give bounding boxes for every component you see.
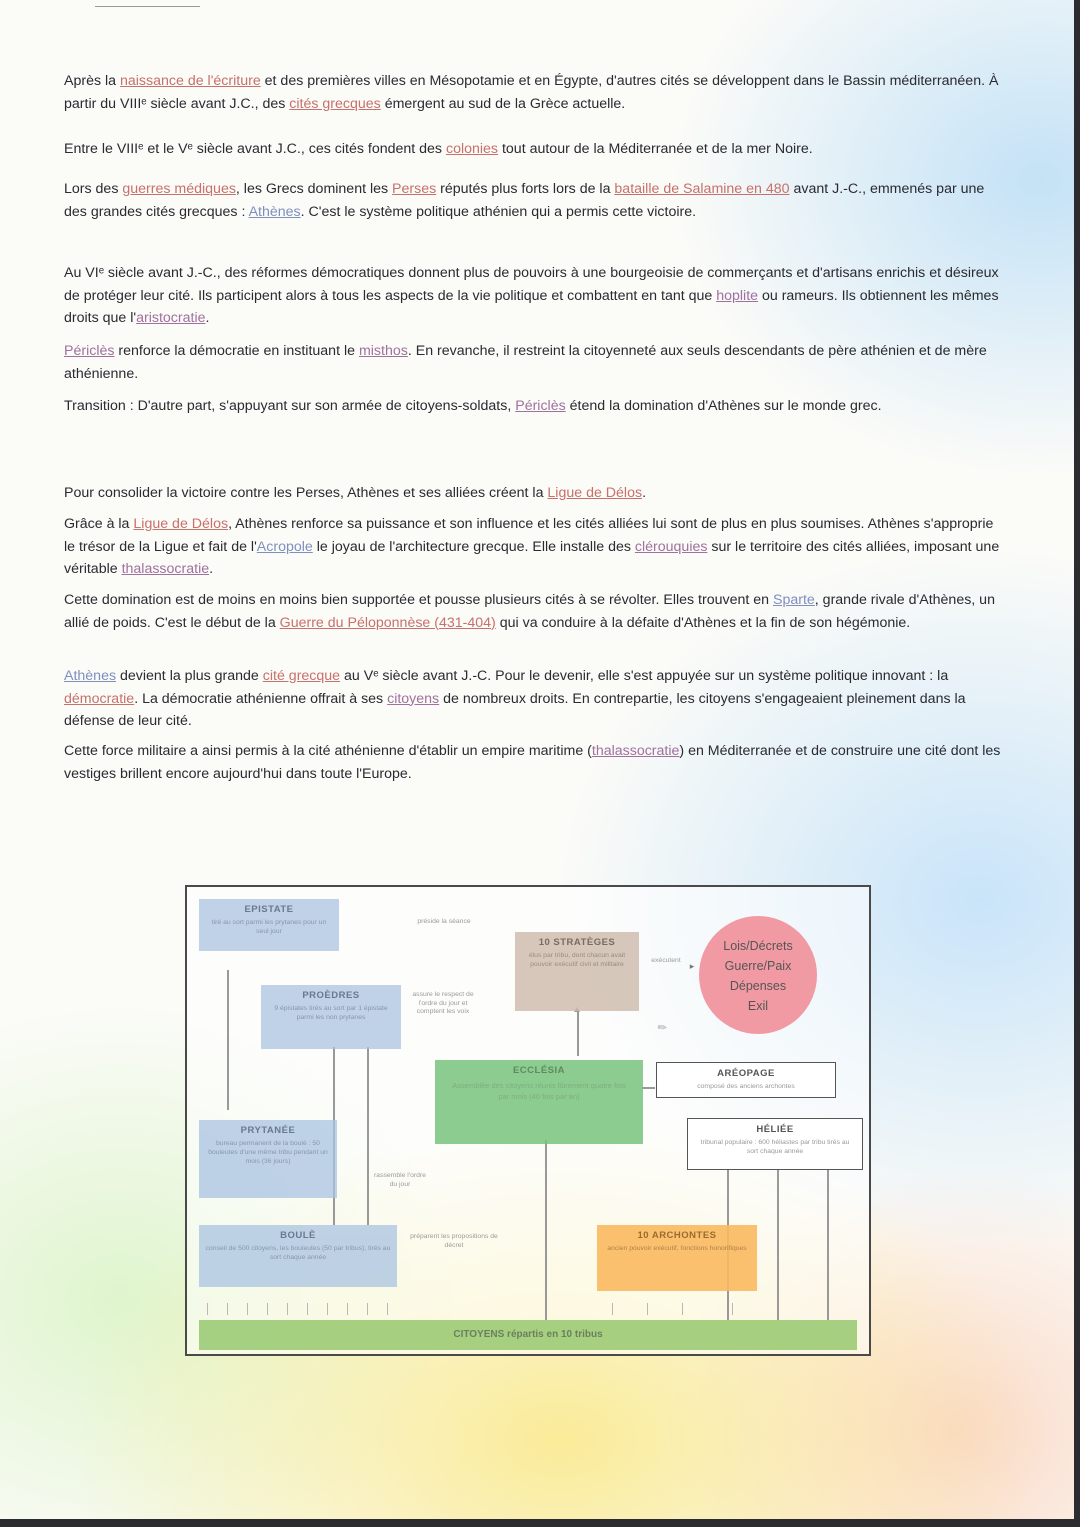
connector-line [642, 1087, 655, 1089]
paragraph-text: le joyau de l'architecture grecque. Elle installe des [312, 538, 635, 555]
paragraph-text: qui va conduire à la défaite d'Athènes et la fin de son hégémonie. [495, 614, 911, 631]
prytanee-box [199, 1120, 337, 1198]
term-link[interactable]: misthos [358, 343, 408, 359]
paragraph-text: . [642, 485, 647, 501]
paragraph-text: Au VIᵉ siècle avant J.-C., des réformes démocratiques donnent plus de pouvoirs à une bourgeoisie de commerçants et d'artisans enrichis et désireux de protéger leur cité. Ils participent alors à tous les aspects de la vie politique et combattent en tant que [64, 265, 999, 304]
paragraph-text: Cette domination est de moins en moins bien supportée et pousse plusieurs cités à se révolter. Elles trouvent en [64, 592, 773, 608]
term-link[interactable]: cité grecque [262, 668, 341, 684]
arrow-tick [227, 1303, 228, 1315]
epistate-desc: tiré au sort parmi les prytanes pour un seul jour [211, 919, 327, 935]
paragraph-pericles [64, 340, 1004, 385]
paragraph-text: . En revanche, il restreint la citoyenneté aux seuls descendants de père athénien et de mère athénienne. [64, 343, 987, 382]
connector-line [367, 1047, 369, 1225]
arrow-tick [207, 1303, 208, 1315]
paragraph-transition [64, 395, 1004, 418]
term-link[interactable]: thalassocratie [121, 561, 210, 578]
term-link[interactable]: thalassocratie [591, 743, 680, 759]
prytanee-title: PRYTANÉE [240, 1125, 296, 1136]
term-link[interactable]: Athènes [248, 203, 301, 220]
note-executent: exécutent [651, 957, 681, 964]
term-link[interactable]: clérouquies [634, 538, 708, 555]
arrow-tick [732, 1303, 733, 1315]
power-expenses: Dépenses [729, 979, 787, 993]
term-link[interactable]: colonies [445, 141, 499, 157]
paragraph-reforms [64, 262, 1004, 330]
term-link[interactable]: Ligue de Délos [547, 485, 643, 501]
term-link[interactable]: guerres médiques [122, 181, 236, 197]
arrow-tick [307, 1303, 308, 1315]
paragraph-text: . C'est le système politique athénien qui a permis cette victoire. [300, 203, 697, 220]
connector-line [545, 1140, 547, 1320]
arrow-tick [367, 1303, 368, 1315]
term-link[interactable]: hoplite [716, 287, 759, 304]
note-preside: préside la séance [417, 918, 471, 925]
heliee-title: HÉLIÉE [756, 1124, 794, 1135]
archontes-box [597, 1225, 757, 1291]
arrow-tick [287, 1303, 288, 1315]
paragraph-text: émergent au sud de la Grèce actuelle. [380, 95, 626, 112]
term-link[interactable]: Sparte [772, 592, 815, 608]
boule-desc: conseil de 500 citoyens, les bouleutes (50 par tribus), tirés au sort chaque année [205, 1245, 391, 1261]
paragraph-colonies [64, 138, 1004, 161]
paragraph-writing-cities [64, 70, 1004, 115]
arrow-tick [682, 1303, 683, 1315]
paragraph-text: ou rameurs. Ils obtiennent les mêmes droits que l' [64, 287, 999, 327]
paragraph-delos-league [64, 482, 1004, 505]
paragraph-text: ) en Méditerranée et de construire une cité dont les vestiges brillent encore aujourd'hui dans toute l'Europe. [64, 743, 1001, 782]
epistate-title: EPISTATE [244, 904, 294, 915]
proedres-title: PROÈDRES [302, 990, 360, 1001]
arrow-tick [612, 1303, 613, 1315]
paragraph-text: et des premières villes en Mésopotamie et en Égypte, d'autres cités se développent dans le Bassin méditerranéen. À partir du VIIIᵉ siècle avant J.C., des [64, 73, 999, 112]
term-link[interactable]: Périclès [64, 343, 115, 359]
arrow-right-icon: ▸ [689, 961, 695, 971]
athenian-democracy-diagram [185, 885, 871, 1356]
archontes-title: 10 ARCHONTES [637, 1230, 717, 1241]
paragraph-text: Entre le VIIIᵉ et le Vᵉ siècle avant J.C., ces cités fondent des [64, 141, 446, 157]
paragraph-text: avant J.-C., emmenés par une des grandes cités grecques : [64, 181, 985, 220]
term-link[interactable]: Guerre du Péloponnèse (431-404) [279, 614, 496, 631]
paragraph-text: de nombreux droits. En contrepartie, les citoyens s'engageaient pleinement dans la défense de leur cité. [64, 690, 966, 730]
areopage-title: ARÉOPAGE [717, 1068, 775, 1079]
arrow-tick [247, 1303, 248, 1315]
paragraph-text: devient la plus grande [116, 668, 263, 684]
paragraph-thalassocracy [64, 740, 1004, 785]
ecclesia-box [435, 1060, 643, 1144]
top-rule [95, 6, 200, 7]
paragraph-text: Après la [64, 73, 120, 89]
paragraph-text: sur le territoire des cités alliées, imposant une véritable [64, 538, 1000, 578]
pencil-arrow-icon: ✎ [655, 1020, 671, 1036]
note-assure: assure le respect de l'ordre du jour et comptent les voix [412, 991, 474, 1015]
ecclesia-desc: Assemblée des citoyens réunis librement quatre fois par mois (40 fois par an) [452, 1081, 626, 1101]
connector-line [577, 1011, 579, 1056]
arrow-tick [647, 1303, 648, 1315]
note-rassemble: rassemble l'ordre du jour [374, 1172, 426, 1188]
strateges-desc: élus par tribu, dont chacun avait pouvoir exécutif civil et militaire [528, 952, 626, 968]
heliee-desc: tribunal populaire : 600 héliastes par tribu tirés au sort chaque année [700, 1139, 850, 1155]
term-link[interactable]: bataille de Salamine en 480 [614, 181, 790, 197]
arrow-tick [267, 1303, 268, 1315]
heliee-box [687, 1118, 863, 1170]
paragraph-text: Lors des [64, 181, 123, 197]
citizens-bar: CITOYENS répartis en 10 tribus [199, 1320, 857, 1350]
prytanee-desc: bureau permanent de la boulè : 50 bouleutes d'une même tribu pendant un mois (36 jours) [208, 1140, 328, 1165]
paragraph-text: . La démocratie athénienne offrait à ses [134, 690, 388, 707]
arrow-tick [327, 1303, 328, 1315]
paragraph-text: Transition : D'autre part, s'appuyant sur son armée de citoyens-soldats, [64, 398, 516, 414]
proedres-box [261, 985, 401, 1049]
strateges-title: 10 STRATÈGES [538, 937, 616, 948]
paragraph-text: tout autour de la Méditerranée et de la mer Noire. [498, 141, 813, 157]
term-link[interactable]: Ligue de Délos [133, 516, 229, 532]
paragraph-text: renforce la démocratie en instituant le [114, 343, 359, 359]
power-exile: Exil [747, 999, 769, 1013]
paragraph-median-wars [64, 178, 1004, 223]
paragraph-text: Grâce à la [64, 516, 134, 532]
paragraph-text: . [209, 561, 214, 578]
connector-line [827, 1147, 829, 1320]
powers-circle [699, 916, 817, 1034]
arrow-tick [347, 1303, 348, 1315]
paragraph-text: , grande rivale d'Athènes, un allié de poids. C'est le début de la [64, 592, 995, 631]
term-link[interactable]: citoyens [387, 690, 440, 707]
connector-line [227, 970, 229, 1110]
note-preparent: préparent les propositions de décret [410, 1233, 498, 1249]
term-link[interactable]: Perses [392, 181, 437, 197]
power-laws: Lois/Décrets [723, 939, 793, 953]
paragraph-text: au Vᵉ siècle avant J.-C. Pour le devenir, elle s'est appuyée sur un système politique innovant : la [340, 668, 949, 684]
arrow-tick [387, 1303, 388, 1315]
boule-title: BOULÈ [280, 1230, 316, 1241]
paragraph-text: étend la domination d'Athènes sur le monde grec. [565, 398, 882, 414]
paragraph-text: réputés plus forts lors de la [436, 181, 615, 197]
term-link[interactable]: Athènes [64, 668, 117, 684]
areopage-box [656, 1062, 836, 1098]
term-link[interactable]: cités grecques [289, 95, 381, 112]
term-link[interactable]: aristocratie [136, 310, 206, 327]
paragraph-text: Pour consolider la victoire contre les Perses, Athènes et ses alliées créent la [64, 485, 548, 501]
areopage-desc: composé des anciens archontes [697, 1083, 795, 1090]
paragraph-text: . [205, 310, 210, 327]
archontes-desc: ancien pouvoir exécutif, fonctions honorifiques [607, 1245, 747, 1252]
boule-box [199, 1225, 397, 1287]
paragraph-text: , Athènes renforce sa puissance et son influence et les cités alliées lui sont de plus en plus soumises. Athènes s'approprie le trésor de la Ligue et fait de l' [64, 516, 994, 555]
term-link[interactable]: Acropole [256, 538, 313, 555]
term-link[interactable]: Périclès [515, 398, 566, 414]
strateges-box [515, 932, 639, 1011]
epistate-box [199, 899, 339, 951]
paragraph-athens-power [64, 513, 1004, 581]
connector-line [777, 1157, 779, 1320]
paragraph-democracy [64, 665, 1004, 733]
ecclesia-title: ECCLÉSIA [512, 1065, 566, 1076]
proedres-desc: 9 épistates tirés au sort par 1 épistate parmi les non prytanes [274, 1005, 388, 1021]
power-war-peace: Guerre/Paix [724, 959, 792, 973]
paragraph-text: Cette force militaire a ainsi permis à la cité athénienne d'établir un empire maritime ( [64, 743, 592, 759]
term-link[interactable]: naissance de l'écriture [120, 73, 261, 89]
term-link[interactable]: démocratie [64, 690, 135, 707]
paragraph-peloponnesian-war [64, 589, 1004, 634]
paragraph-text: , les Grecs dominent les [235, 181, 393, 197]
